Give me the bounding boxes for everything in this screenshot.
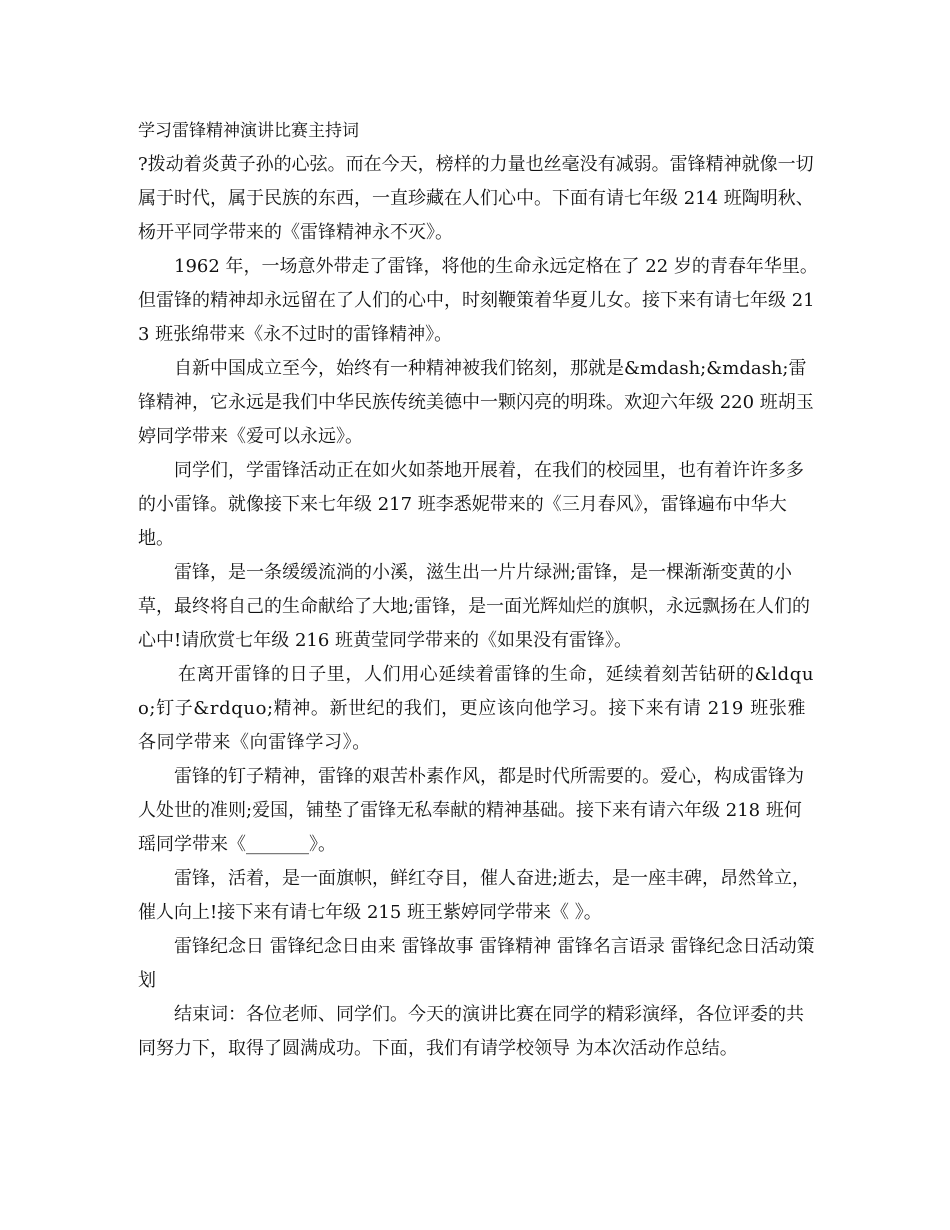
paragraph-nail-spirit: 在离开雷锋的日子里，人们用心延续着雷锋的生命，延续着刻苦钻研的&ldquo;钉子&rdquo;精神。新世纪的我们，更应该向他学习。接下来有请 219 班张雅各同学带来《向雷锋学习》。	[138, 664, 815, 753]
paragraph-closing: 结束词：各位老师、同学们。今天的演讲比赛在同学的精彩演绎，各位评委的共同努力下，取得了圆满成功。下面，我们有请学校领导 为本次活动作总结。	[138, 1004, 804, 1059]
paragraph-opening: ?拨动着炎黄子孙的心弦。而在今天，榜样的力量也丝毫没有减弱。雷锋精神就像一切属于时代，属于民族的东西，一直珍藏在人们心中。下面有请七年级 214 班陶明秋、杨开平同学带来的《雷锋精神永不灭》。	[138, 154, 814, 243]
paragraph-students: 同学们，学雷锋活动正在如火如荼地开展着，在我们的校园里，也有着许许多多的小雷锋。就像接下来七年级 217 班李悉妮带来的《三月春风》，雷锋遍布中华大地。	[138, 460, 804, 549]
paragraph-new-china: 自新中国成立至今，始终有一种精神被我们铭刻，那就是&mdash;&mdash;雷锋精神，它永远是我们中华民族传统美德中一颗闪亮的明珠。欢迎六年级 220 班胡玉婷同学带来《爱可以永远》。	[138, 358, 814, 447]
paragraph-stream: 雷锋，是一条缓缓流淌的小溪，滋生出一片片绿洲;雷锋，是一棵渐渐变黄的小草，最终将自己的生命献给了大地;雷锋，是一面光辉灿烂的旗帜，永远飘扬在人们的心中!请欣赏七年级 216 班黄莹同学带来的《如果没有雷锋》。	[138, 562, 811, 651]
paragraph-love-country: 雷锋的钉子精神，雷锋的艰苦朴素作风，都是时代所需要的。爱心，构成雷锋为人处世的准则;爱国，铺垫了雷锋无私奉献的精神基础。接下来有请六年级 218 班何瑶同学带来《_______》。	[138, 766, 804, 855]
paragraph-1962: 1962 年，一场意外带走了雷锋，将他的生命永远定格在了 22 岁的青春年华里。但雷锋的精神却永远留在了人们的心中，时刻鞭策着华夏儿女。接下来有请七年级 213 班张绵带来《永不过时的雷锋精神》。	[138, 256, 818, 345]
document-body	[138, 148, 818, 1066]
paragraph-banner: 雷锋，活着，是一面旗帜，鲜红夺目，催人奋进;逝去，是一座丰碑，昂然耸立，催人向上!接下来有请七年级 215 班王紫婷同学带来《 》。	[138, 868, 811, 923]
paragraph-links: 雷锋纪念日 雷锋纪念日由来 雷锋故事 雷锋精神 雷锋名言语录 雷锋纪念日活动策划	[138, 936, 815, 991]
document-title: 学习雷锋精神演讲比赛主持词	[138, 121, 359, 141]
